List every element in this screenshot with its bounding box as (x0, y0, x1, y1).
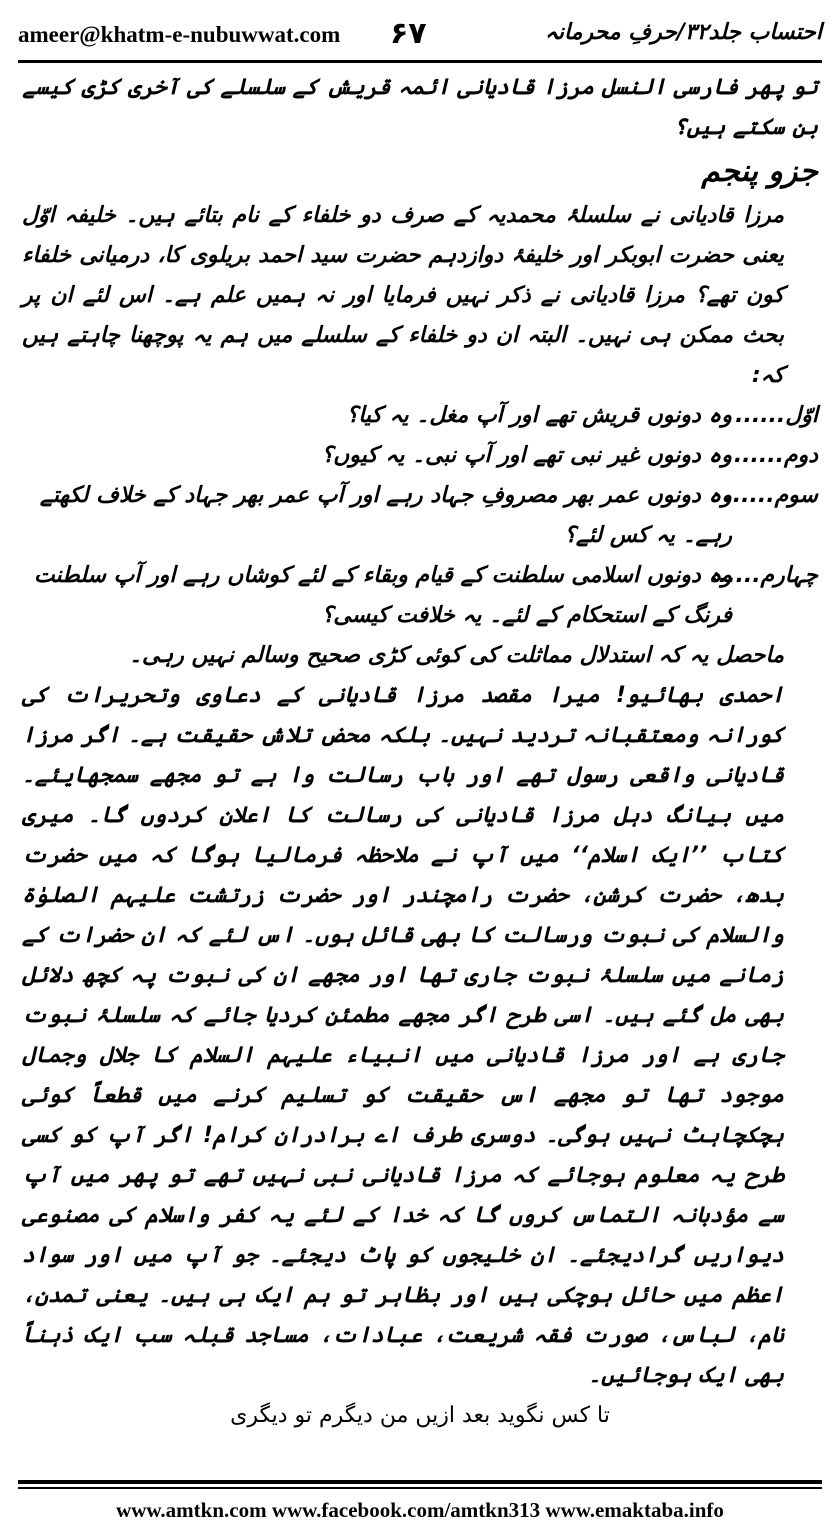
page-number: ۶۷ (390, 16, 427, 51)
persian-verse: تا کس نگوید بعد ازیں من دیگرم تو دیگری (230, 1403, 610, 1428)
paragraph-2: احمدی بھائیو! میرا مقصد مرزا قادیانی کے دعاوی وتحریرات کی کورانہ ومعتقبانہ تردید نہیں۔ بلکہ محض تلاش حقیقت ہے۔ اگر مرزا قادیانی واقعی رسول تھے اور باب رسالت وا ہے تو مجھے سمجھایئے۔ میں بیانگ دہل مرزا قادیانی کی رسالت کا اعلان کردوں گا۔ میری کتاب ’’ایک اسلام‘‘ میں آپ نے ملاحظہ فرمالیا ہوگا کہ میں حضرت بدھ، حضرت کرشن، حضرت رامچندر اور حضرت زرتشت علیہم الصلوٰۃ والسلام کی نبوت ورسالت کا بھی قائل ہوں۔ اس لئے کہ ان حضرات کے زمانے میں سلسلۂ نبوت جاری تھا اور مجھے ان کی نبوت پہ کچھ دلائل بھی مل گئے ہیں۔ اسی طرح اگر مجھے مطمئن کردیا جائے کہ سلسلۂ نبوت جاری ہے اور مرزا قادیانی میں انبیاء علیہم السلام کا جلال وجمال موجود تھا تو مجھے اس حقیقت کو تسلیم کرنے میں قطعاً کوئی ہچکچاہٹ نہیں ہوگی۔ دوسری طرف اے برادران کرام! اگر آپ کو کسی طرح یہ معلوم ہوجائے کہ مرزا قادیانی نبی نہیں تھے تو پھر میں آپ سے مؤدبانہ التماس کروں گا کہ خدا کے لئے یہ کفر واسلام کی مصنوعی دیواریں گرادیجئے۔ ان خلیجوں کو پاٹ دیجئے۔ جو آپ میں اور سواد اعظم میں حائل ہوچکی ہیں اور بظاہر تو ہم ایک ہی ہیں۔ یعنی تمدن، نام، لباس، صورت فقہ شریعت، عبادات، مساجد قبلہ سب ایک ذہناً بھی ایک ہوجائیں۔ (22, 683, 784, 1388)
footer-rule-thick (18, 1480, 822, 1484)
header-title: احتساب جلد۳۲/حرفِ محرمانہ (545, 20, 822, 45)
conclusion: ماحصل یہ کہ استدلال مماثلت کی کوئی کڑی صحیح وسالم نہیں رہی۔ (129, 643, 784, 668)
list-item-label: دوم...... (733, 443, 818, 468)
section-heading: جزو پنجم (701, 154, 818, 189)
footer-rule-thin (18, 1487, 822, 1489)
list-item (22, 396, 818, 436)
header-email: ameer@khatm-e-nubuwwat.com (18, 22, 341, 47)
list-item-text: وہ دونوں قریش تھے اور آپ مغل۔ یہ کیا؟ (346, 403, 732, 428)
footer-links: www.amtkn.com www.facebook.com/amtkn313 www.emaktaba.info (116, 1498, 724, 1522)
list-item-text: وہ دونوں غیر نبی تھے اور آپ نبی۔ یہ کیوں؟ (321, 443, 732, 468)
list-item-text: وہ دونوں اسلامی سلطنت کے قیام وبقاء کے لئے کوشاں رہے اور آپ سلطنت فرنگ کے استحکام کے لئے۔ یہ خلافت کیسی؟ (33, 563, 732, 628)
paragraph-1: مرزا قادیانی نے سلسلۂ محمدیہ کے صرف دو خلفاء کے نام بتائے ہیں۔ خلیفہ اوّل یعنی حضرت ابوبکر اور خلیفۂ دوازدہم حضرت سید احمد بریلوی کا، درمیانی خلفاء کون تھے؟ مرزا قادیانی نے ذکر نہیں فرمایا اور نہ ہمیں علم ہے۔ اس لئے ان پر بحث ممکن ہی نہیں۔ البتہ ان دو خلفاء کے سلسلے میں ہم یہ پوچھنا چاہتے ہیں کہ: (22, 203, 784, 388)
list-item-label: اوّل...... (735, 403, 818, 428)
list-item (22, 436, 818, 476)
list-item-label: سوم...... (724, 483, 818, 508)
list-item-label: چہارم...... (710, 563, 818, 588)
list-item-text: وہ دونوں عمر بھر مصروفِ جہاد رہے اور آپ عمر بھر جہاد کے خلاف لکھتے رہے۔ یہ کس لئے؟ (39, 483, 732, 548)
list-item (22, 556, 818, 636)
page-header (18, 18, 822, 58)
list-item (22, 476, 818, 556)
header-rule (18, 60, 822, 63)
opening-question: تو پھر فارسی النسل مرزا قادیانی ائمہ قریش کے سلسلے کی آخری کڑی کیسے بن سکتے ہیں؟ (22, 75, 818, 140)
page-body (22, 68, 818, 1436)
